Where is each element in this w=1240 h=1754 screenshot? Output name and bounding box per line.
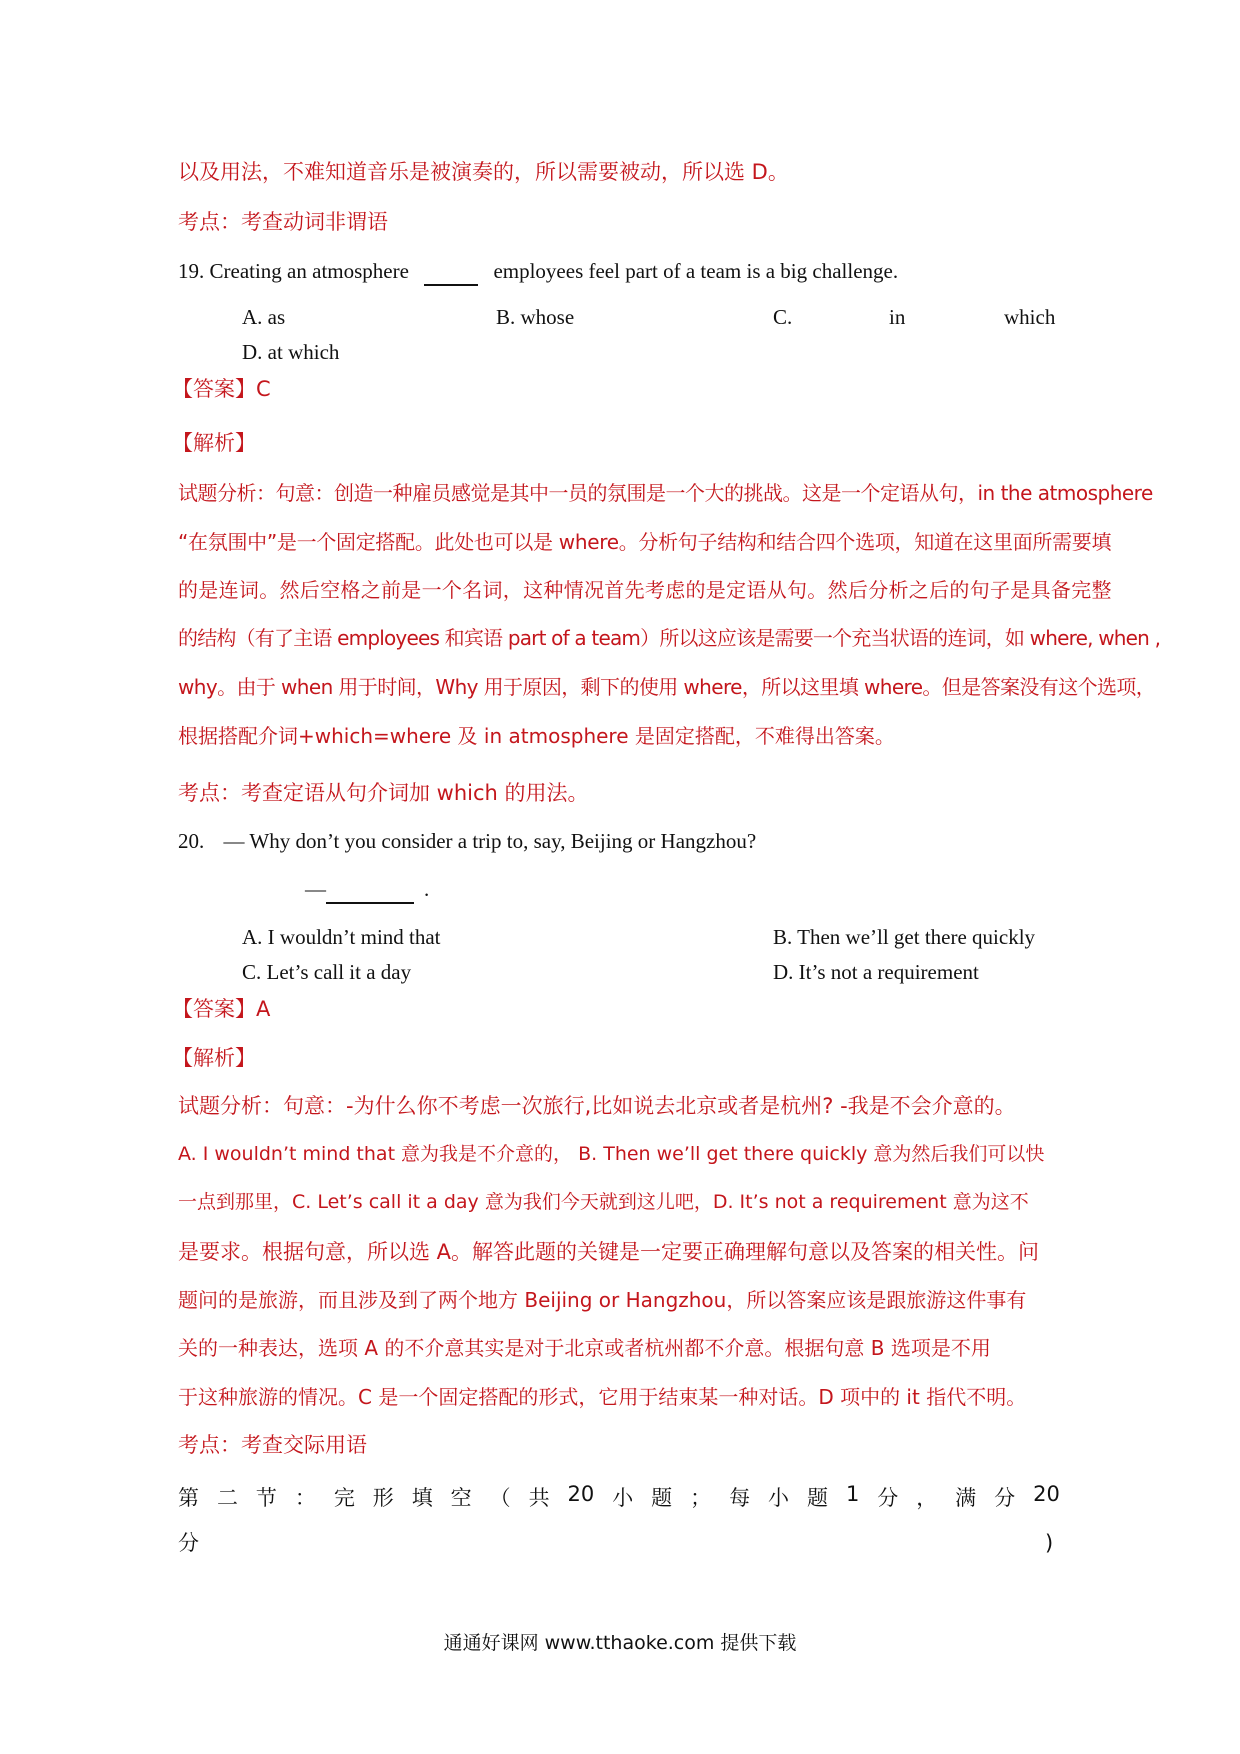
q19-analysis-line: 根据搭配介词+which=where 及 in atmosphere 是固定搭配，不难得出答案。 (178, 724, 895, 748)
section-heading-char: 1 (845, 1482, 860, 1506)
q20-analysis-line: A. I wouldn’t mind that 意为我是不介意的， B. Then we’ll get there quickly 意为然后我们可以快 (178, 1143, 1045, 1165)
section-heading-char: 满 (955, 1486, 977, 1510)
section-heading-char: 小 (768, 1486, 790, 1510)
q19-stem-before: 19. Creating an atmosphere (178, 259, 409, 283)
q20-option-a: A. I wouldn’t mind that (242, 925, 441, 949)
section-heading-char: 完 (333, 1486, 355, 1510)
q19-answer: 【答案】C (172, 377, 271, 401)
q19-analysis-line: why。由于 when 用于时间，Why 用于原因，剩下的使用 where，所以这里填 where。但是答案没有这个选项， (178, 675, 1156, 699)
q19-option-a: A. as (242, 305, 286, 329)
q20-reply-end: . (424, 877, 430, 901)
q19-option-c-letter: C. (773, 305, 793, 329)
q19-option-d: D. at which (242, 340, 340, 364)
q20-reply-dash: — (305, 877, 326, 901)
q19-blank (424, 259, 478, 286)
q20-option-d: D. It’s not a requirement (773, 960, 979, 984)
q20-stem-row (178, 829, 756, 854)
q20-analysis-line: 关的一种表达，选项 A 的不介意其实是对于北京或者杭州都不介意。根据句意 B 选项是不用 (178, 1336, 991, 1360)
q19-kaodian: 考点：考查定语从句介词加 which 的用法。 (178, 781, 589, 805)
section-heading-char: 题 (806, 1486, 828, 1510)
q20-analysis-head: 【解析】 (172, 1046, 256, 1070)
section-heading-char: （ (489, 1486, 511, 1510)
section-heading-char: ： (294, 1486, 316, 1510)
section-heading-char: 分 (877, 1486, 899, 1510)
q20-analysis-line: 一点到那里，C. Let’s call it a day 意为我们今天就到这儿吧，D. It’s not a requirement 意为这不 (178, 1191, 1029, 1213)
kaodian-prev: 考点：考查动词非谓语 (178, 210, 388, 234)
section-heading (178, 1482, 1060, 1512)
q20-kaodian: 考点：考查交际用语 (178, 1433, 367, 1457)
q19-analysis-line: 的是连词。然后空格之前是一个名词，这种情况首先考虑的是定语从句。然后分析之后的句子是具备完整 (178, 578, 1112, 602)
q19-analysis-line: 的结构（有了主语 employees 和宾语 part of a team）所以这应该是需要一个充当状语的连词，如 where, when , (178, 626, 1161, 650)
q19-stem (178, 259, 898, 286)
section-heading-char: 第 (178, 1486, 199, 1510)
q19-analysis-line: 试题分析：句意：创造一种雇员感觉是其中一员的氛围是一个大的挑战。这是一个定语从句，in the atmosphere (178, 481, 1153, 505)
q20-analysis-line: 于这种旅游的情况。C 是一个固定搭配的形式，它用于结束某一种对话。D 项中的 it 指代不明。 (178, 1385, 1027, 1409)
section-heading-char: 空 (450, 1486, 472, 1510)
section-heading-char: 20 (1033, 1482, 1060, 1506)
section-heading-close-paren: ) (1045, 1531, 1054, 1555)
q19-option-b: B. whose (496, 305, 575, 329)
section-heading-char: 形 (372, 1486, 394, 1510)
q20-reply (305, 877, 429, 904)
q20-option-c: C. Let’s call it a day (242, 960, 412, 984)
q20-answer: 【答案】A (172, 997, 271, 1021)
section-heading-char: ， (916, 1486, 938, 1510)
section-heading-char: 每 (729, 1486, 751, 1510)
q19-analysis-head: 【解析】 (172, 431, 256, 455)
section-heading-char: 二 (216, 1486, 238, 1510)
section-heading-char: 填 (411, 1486, 433, 1510)
q20-option-b: B. Then we’ll get there quickly (773, 925, 1036, 949)
section-heading-char: 节 (255, 1486, 277, 1510)
q20-stem: — Why don’t you consider a trip to, say, Beijing or Hangzhou? (223, 829, 757, 853)
q19-stem-after: employees feel part of a team is a big challenge. (493, 259, 899, 283)
page-footer: 通通好课网 www.tthaoke.com 提供下载 (443, 1632, 797, 1654)
section-heading-char: ； (690, 1486, 712, 1510)
q20-analysis-line: 是要求。根据句意，所以选 A。解答此题的关键是一定要正确理解句意以及答案的相关性。问 (178, 1240, 1040, 1264)
q20-number: 20. (178, 829, 205, 853)
q20-blank (326, 877, 414, 904)
q20-analysis-line: 题问的是旅游，而且涉及到了两个地方 Beijing or Hangzhou，所以答案应该是跟旅游这件事有 (178, 1288, 1027, 1312)
continuation-line: 以及用法，不难知道音乐是被演奏的，所以需要被动，所以选 D。 (178, 160, 789, 184)
section-heading-char: 分 (994, 1486, 1016, 1510)
q19-analysis-line: “在氛围中”是一个固定搭配。此处也可以是 where。分析句子结构和结合四个选项，知道在这里面所需要填 (178, 530, 1112, 554)
section-heading-char: 题 (651, 1486, 673, 1510)
q19-option-c-word2: which (1004, 305, 1056, 329)
section-heading-char: 小 (612, 1486, 634, 1510)
q19-option-c-word1: in (889, 305, 906, 329)
section-heading-char: 共 (528, 1486, 550, 1510)
section-heading-continued: 分 (178, 1531, 199, 1555)
q20-analysis-line: 试题分析：句意：-为什么你不考虑一次旅行,比如说去北京或者是杭州? -我是不会介意的。 (178, 1094, 1016, 1118)
section-heading-char: 20 (567, 1482, 595, 1506)
